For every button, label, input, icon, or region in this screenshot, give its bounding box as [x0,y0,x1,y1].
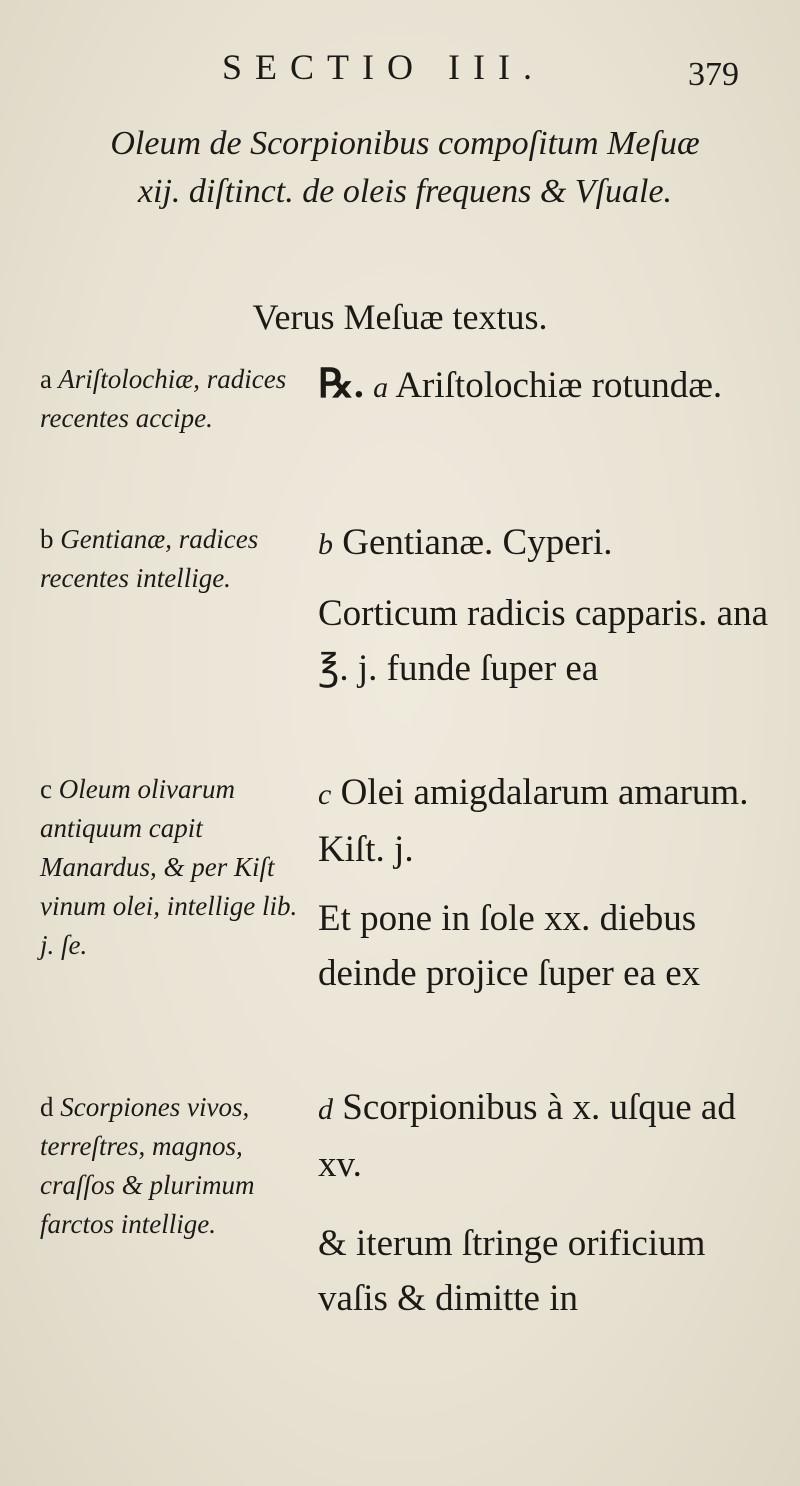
gloss-a [40,360,302,438]
running-head [0,46,800,106]
recipe-item-b [318,515,768,696]
recipe-item-a [318,356,768,415]
gloss-letter: c [40,774,52,804]
item-continuation: Corticum radicis capparis. ana ℥. j. funde ſuper ea [318,593,768,689]
gloss-letter: a [40,364,52,394]
item-letter: c [318,778,332,811]
item-text: Scorpionibus à x. uſque ad xv. [318,1087,736,1185]
gloss-d [40,1088,302,1244]
item-text: Olei amigdalarum amarum. Kiſt. j. [318,772,749,870]
heading-line-2: xij. diſtinct. de oleis frequens & Vſuale. [137,173,673,210]
page-number: 379 [688,56,739,93]
gloss-text: Oleum olivarum antiquum capit Manardus, & per Kiſt vinum olei, intellige lib. j. ſe. [40,774,298,960]
item-letter: d [318,1093,333,1126]
gloss-letter: d [40,1092,54,1122]
gloss-c [40,770,302,965]
recipe-symbol: ℞. [318,361,364,406]
gloss-b [40,520,302,598]
gloss-text: Ariſtolochiæ, radices recentes accipe. [40,364,287,433]
recipe-item-d [318,1080,768,1326]
recipe-item-c [318,765,768,1001]
section-title: SECTIO III. [222,47,545,87]
gloss-text: Scorpiones vivos, terreſtres, magnos, craſſos & plurimum farctos intellige. [40,1092,255,1239]
gloss-text: Gentianæ, radices recentes intellige. [40,524,259,593]
item-text: Ariſtolochiæ rotundæ. [395,365,723,406]
item-letter: b [318,528,333,561]
subheading: Verus Meſuæ textus. [252,297,548,337]
gloss-letter: b [40,524,54,554]
item-continuation: Et pone in ſole xx. diebus deinde projice ſuper ea ex [318,898,701,994]
item-letter: a [373,371,389,404]
heading-line-1: Oleum de Scorpionibus compoſitum Meſuæ [110,125,700,162]
item-continuation: & iterum ſtringe orificium vaſis & dimitte in [318,1223,706,1319]
item-text: Gentianæ. Cyperi. [342,522,613,563]
recipe-heading [40,120,770,216]
